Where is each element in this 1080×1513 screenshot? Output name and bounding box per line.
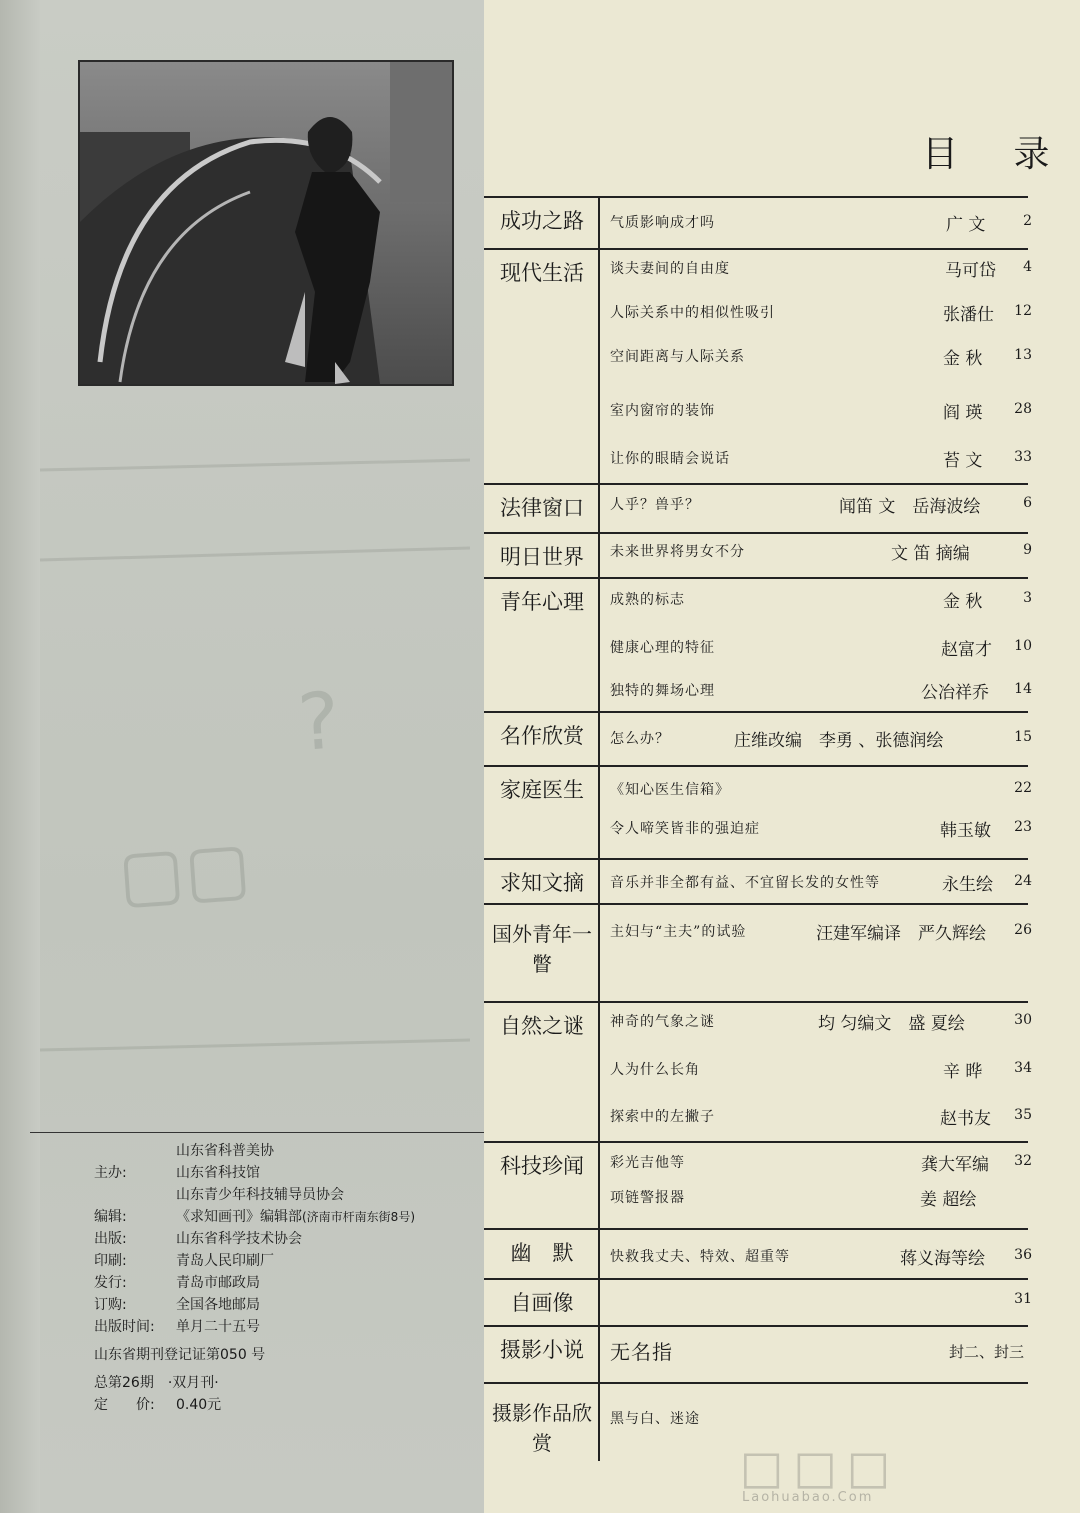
distributor: 青岛市邮政局 [176,1275,260,1291]
page-number: 9 [1023,542,1032,558]
page-number: 6 [1023,495,1032,511]
article-author: 苔 文 [943,451,983,471]
cover-photo [78,60,454,386]
category-2: 现代生活 [500,261,584,285]
section-rule [484,196,1028,198]
article-author: 辛 晔 [943,1062,983,1082]
section-rule [484,903,1028,905]
section-rule [484,1228,1028,1230]
photo-woman-helicopter [80,62,452,384]
article-title[interactable]: 室内窗帘的装饰 [610,403,715,419]
section-rule [484,1278,1028,1280]
article-title[interactable]: 快救我丈夫、特效、超重等 [610,1249,790,1265]
article-title[interactable]: 空间距离与人际关系 [610,349,745,365]
article-author: 张潘仕 [943,305,994,325]
article-author: 龚大军编 [921,1155,989,1175]
category-1: 成功之路 [500,209,584,233]
section-rule [484,1382,1028,1384]
page-number: 封二、封三 [948,1343,1024,1361]
page-number: 24 [1014,873,1032,889]
article-title[interactable]: 健康心理的特征 [610,640,715,656]
order: 全国各地邮局 [176,1297,260,1313]
page-number: 10 [1014,638,1032,654]
category-5: 青年心理 [500,590,584,614]
section-rule [484,1141,1028,1143]
article-author: 金 秋 [943,592,983,612]
article-author: 赵书友 [940,1109,991,1129]
watermark: Laohuabao.Com [742,1490,874,1505]
category-11: 科技珍闻 [500,1154,584,1178]
article-author: 文 笛 摘编 [891,544,970,564]
date-label: 出版时间: [94,1319,155,1335]
category-4: 明日世界 [500,545,584,569]
page-number: 32 [1014,1153,1032,1169]
article-author: 均 匀编文 盛 夏绘 [818,1014,965,1034]
section-rule [484,711,1028,713]
page-number: 14 [1014,681,1032,697]
page-number: 31 [1014,1291,1032,1307]
article-author: 马可岱 [945,261,996,281]
article-title[interactable]: 未来世界将男女不分 [610,544,745,560]
sponsor-3: 山东青少年科技辅导员协会 [176,1187,344,1203]
page-number: 13 [1014,347,1032,363]
page-number: 3 [1023,590,1032,606]
page-number: 35 [1014,1107,1032,1123]
page-number: 34 [1014,1060,1032,1076]
printer: 青岛人民印刷厂 [176,1253,274,1269]
colophon-separator [30,1132,484,1133]
page-number: 28 [1014,401,1032,417]
article-author: 金 秋 [943,349,983,369]
section-rule [484,577,1028,579]
article-author: 广 文 [946,215,986,235]
article-title[interactable]: 人际关系中的相似性吸引 [610,305,775,321]
article-title[interactable]: 黑与白、迷途 [610,1411,700,1427]
article-title[interactable]: 让你的眼睛会说话 [610,451,730,467]
page-number: 4 [1023,259,1032,275]
article-title[interactable]: 谈夫妻间的自由度 [610,261,730,277]
article-title[interactable]: 令人啼笑皆非的强迫症 [610,821,760,837]
section-rule [484,248,1028,250]
page-number: 33 [1014,449,1032,465]
article-author: 赵富才 [941,640,992,660]
registration: 山东省期刊登记证第050 号 [94,1347,266,1363]
article-title[interactable]: 气质影响成才吗 [610,215,715,231]
publisher-label: 出版: [94,1231,127,1247]
article-title[interactable]: 项链警报器 [610,1190,685,1206]
article-title[interactable]: 音乐并非全都有益、不宜留长发的女性等 [610,875,880,891]
category-7: 家庭医生 [500,778,584,802]
article-author: 公冶祥乔 [921,683,989,703]
toc-divider [598,196,600,1461]
article-author: 姜 超绘 [920,1190,977,1210]
category-12: 幽 默 [510,1241,574,1265]
watermark-logo: □□□ [740,1440,901,1494]
section-rule [484,765,1028,767]
price: 0.40元 [176,1397,222,1413]
price-label: 定 价: [94,1397,155,1413]
category-10: 自然之谜 [500,1014,584,1038]
editor: 《求知画刊》编辑部 [176,1209,302,1225]
article-title[interactable]: 人为什么长角 [610,1062,700,1078]
article-author: 韩玉敏 [940,821,991,841]
article-title[interactable]: 神奇的气象之谜 [610,1014,715,1030]
article-author: 闻笛 文 岳海波绘 [839,497,981,517]
page-number: 15 [1014,729,1032,745]
svg-text:▢▢: ▢▢ [115,825,254,917]
page-number: 26 [1014,922,1032,938]
publisher: 山东省科学技术协会 [176,1231,302,1247]
page-number: 12 [1014,303,1032,319]
section-rule [484,858,1028,860]
svg-text:?: ? [295,676,343,769]
section-rule [484,483,1028,485]
category-3: 法律窗口 [500,496,584,520]
distributor-label: 发行: [94,1275,127,1291]
article-author: 阎 瑛 [943,403,983,423]
article-title[interactable]: 《知心医生信箱》 [610,782,730,798]
article-title[interactable]: 怎么办？ [610,731,670,747]
page-number: 36 [1014,1247,1032,1263]
article-title[interactable]: 人乎？兽乎？ [610,497,700,513]
page-number: 22 [1014,780,1032,796]
category-8: 求知文摘 [500,871,584,895]
issue: 总第26期 ·双月刊· [94,1375,219,1391]
page-number: 30 [1014,1012,1032,1028]
article-author: 汪建军编译 严久辉绘 [816,924,986,944]
colophon [94,1140,494,1416]
toc-title: 目 录 [922,134,1072,175]
page-number: 2 [1023,213,1032,229]
sponsor-label: 主办: [94,1165,127,1181]
sponsor-2: 山东省科技馆 [176,1165,260,1181]
article-title[interactable]: 彩光吉他等 [610,1155,685,1171]
article-author: 永生绘 [942,875,993,895]
section-rule [484,1325,1028,1327]
article-title[interactable]: 无名指 [610,1340,673,1364]
article-title[interactable]: 主妇与“主夫”的试验 [610,924,747,940]
page-number: 23 [1014,819,1032,835]
article-title[interactable]: 探索中的左撇子 [610,1109,715,1125]
category-15: 摄影作品欣赏 [492,1401,592,1455]
section-rule [484,532,1028,534]
article-author: 庄维改编 李勇 、张德润绘 [734,731,944,751]
sponsor-1: 山东省科普美协 [176,1143,274,1159]
publish-date: 单月二十五号 [176,1319,260,1335]
category-14: 摄影小说 [500,1338,584,1362]
order-label: 订购: [94,1297,127,1313]
category-13: 自画像 [510,1291,574,1315]
editor-address: (济南市杆南东街8号) [302,1210,415,1224]
category-6: 名作欣赏 [500,724,584,748]
article-title[interactable]: 成熟的标志 [610,592,685,608]
section-rule [484,1001,1028,1003]
article-title[interactable]: 独特的舞场心理 [610,683,715,699]
editor-label: 编辑: [94,1209,127,1225]
article-author: 蒋义海等绘 [900,1249,985,1269]
left-page [0,0,490,1513]
category-9: 国外青年一瞥 [492,922,592,976]
printer-label: 印刷: [94,1253,127,1269]
